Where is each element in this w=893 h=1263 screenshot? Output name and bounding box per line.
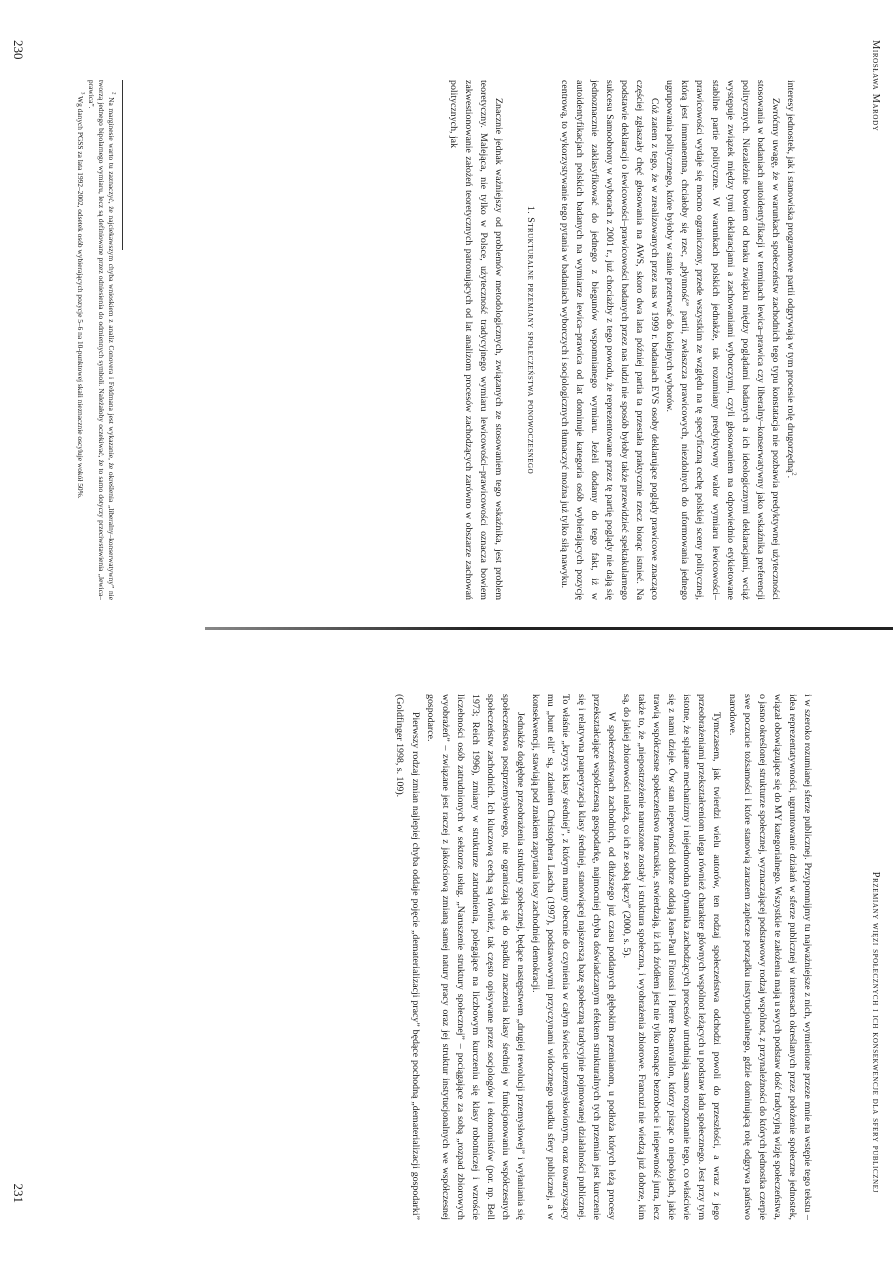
footnote [87,80,116,600]
paragraph: Jednakże dogłębne przeobrażenia struktury społecznej, będące następstwem „drugiej rewolucji przemysłowej” i wyłaniania się społeczeństwa postprzemysłowego, nie ograniczają się do spadku znaczenia klasy średniej w funkcjonowaniu współczesnych społeczeństw zachodnich. Ich kluczową cechą są również, tak często opisywane przez socjologów i ekonomistów (por. np. Bell 1973; Reich 1996), zmiany w strukturze zatrudnienia, polegające na liczbowym kurczeniu się klasy robotniczej i wzroście liczebności osób zatrudnionych w sektorze usług. „Naruszenie struktury społecznej” – pociągające za sobą „rozpad zbiorowych wyobrażeń” – związane jest raczej z jakościową zmianą samej natury pracy oraz jej struktur instytucjonalnych we współczesnej gospodarce. [424,694,527,1220]
paragraph: Pierwszy rodzaj zmian najlepiej chyba oddaje pojęcie „dematerializacji pracy” będące pochodną „dematerializacji gospodarki” (Goldfinger 1998, s. 109). [394,694,421,1220]
footnote-marker: 2 [790,472,798,476]
paragraph [557,80,663,600]
paragraph: i w szeroko rozumianej sferze publicznej. Przypomnijmy tu najważniejsze z nich, wymienione przeze mnie na wstępie tego tekstu – idea reprezentatywności, ugruntowanie działań w sferze publicznej w interesach określanych przez położenie społeczne jednostek, wiązał obowiązujące się do MY kategorialnego. Wszystkie te założenia mają u swych podstaw dość tradycyjną wizję społeczeństwa, o jasno określonej strukturze społecznej, wyznaczającej podstawowy rodzaj wspólnot, z przynależności do których jednostka czerpie swe poczucie tożsamości i które stanowią zarazem zaplecze porządku instytucjonalnego, gdzie dominującą rolę odgrywa państwo narodowe. [726,694,813,1220]
paragraph: W społeczeństwach zachodnich, od dłuższego już czasu poddanych głębokim przemianom, u podłoża których leżą procesy przekształcające współczesną gospodarkę, najmocniej chyba doświadczanym efektem strukturalnych tych przemian jest kurczenie się i relatywna pauperyzacja klasy średniej, stanowiącej najszerszą bazę społeczną tradycyjnie pojmowanej działalności publicznej. To właśnie „kryzys klasy średniej”, z którym mamy obecnie do czynienia w całym świecie uprzemysłowionym, oraz towarzyszący mu „bunt elit” są, zdaniem Christophera Lascha (1997), podstawowymi przyczynami widocznego upadku sfery publicznej, a w konsekwencji, stawiają pod znakiem zapytania losy zachodniej demokracji. [530,694,617,1220]
footnote-text: Wg danych PGSS za lata 1992–2002, odsetek osób wybierających pozycje 5–6 na 10-punktowej skali nieznacznie oscyluje wokół 50%. [75,96,85,499]
page-number: 230 [11,40,26,60]
footnote-number: 2 [110,92,116,95]
paragraph: Zwróćmy uwagę, że w warunkach społeczeństw zachodnich tego typu konstatacja nie pozbawia predyktywnej użyteczności stosowania w badaniach autoidentyfikacji w terminach lewica–prawica czy liberalny–konserwatywny jako wskaźnika preferencji politycznych. Niezależnie bowiem od braku związku między poglądami badanych a ich ideologicznymi deklaracjami, wciąż występuje związek między tymi deklaracjami a zachowaniami wyborczymi, czyli głosowaniem na odpowiednio etykietowane stabilne partie polityczne. W warunkach polskich jednakże, tak rozumiany predyktywny walor wymiaru lewicowości–prawicowości wydaje się mocno ograniczony, przede wszystkim ze względu na tę specyficzną cechę polskiej sceny politycznej, którą jest immanentna, chciałoby się rzec, „płynność” partii, zwłaszcza prawicowych, niezdolnych do uformowania jednego ugrupowania politycznego, które byłoby w stanie przetrwać do kolejnych wyborów. [664,80,781,600]
left-body-text [446,80,798,600]
running-head-author: Mirosława Marody [870,40,881,132]
footnote-rule [122,80,123,250]
section-heading: 1. Strukturalne przemiany społeczeństwa ponowoczesnego [525,205,537,475]
paragraph: interesy jednostek, jak i stanowiska programowe partii odgrywają w tym procesie rolę drugorzędną$^2$. [785,80,798,479]
paragraph: Tymczasem, jak twierdzi wielu autorów, ten rodzaj społeczeństwa odchodzi powoli do przeszłości, a wraz z jego przeobrażeniami przekształceniom ulega również charakter głównych wspólnot leżących u podstaw ładu społecznego. Jest przy tym istotne, że splątane mechanizmy i niejednorodna dynamika zachodzących procesów utrudniają samo rozpoznanie tego, co właściwie się z nami dzieje. Ów stan niepewności dobrze oddają Jean-Paul Fitoussi i Pierre Rosanvallon, którzy pisząc o niepokojach, jakie trawią współczesne społeczeństwo francuskie, stwierdzają, iż ich źródłem jest nie tylko rosnące bezrobocie i niepewność jutra, lecz także to, że „niepostrzeżenie naruszone zostały i struktura społeczna, i wyobrażenia zbiorowe. Francuzi nie wiedzą już dobrze, kim są, do jakiej zbiorowości należą, co ich ze sobą łączy” (2000, s. 5). [620,694,723,1220]
footnotes [73,80,123,600]
footnote [75,80,85,600]
paragraph-text: interesy jednostek, jak i stanowiska programowe partii odgrywają w tym procesie rolę drugorzędną [785,80,796,473]
paragraph: Znacznie jednak ważniejszy od problemów metodologicznych, związanych ze stosowaniem tego wskaźnika, jest problem teoretyczny. Malejąca, nie tylko w Polsce, użyteczność tradycyjnego wymiaru lewicowości–prawicowości oznacza bowiem zakwestionowanie założeń teoretycznych patronujących od lat analizom procesów zachodzących zarówno w obszarze zachowań politycznych, jak [448,80,505,600]
footnote-text: Na marginesie warto tu zaznaczyć, że najciekawszym chyba wnioskiem z analiz Conovera i Feldmana jest wykazanie, że określenia „liberalny–konserwatywny” nie tworzą jednego bipolarnego wymiaru, lecz są definiowane przez odniesienia do odmiennych symboli. Należałoby oczekiwać, że to samo dotyczy przeciwstawienia „lewica–prawica”. [87,80,116,600]
running-head-title: Przemiany więzi społecznych i ich konsekwencje dla sfery publicznej [870,871,881,1193]
footnote-number: 3 [79,92,85,95]
page-number: 231 [11,1183,26,1203]
left-page [0,0,893,631]
right-page [0,632,893,1263]
right-body-text [392,694,815,1220]
paragraph-text: Cóż zatem z tego, że w zrealizowanych przez nas w 1999 r. badaniach EVS osoby deklarujące poglądy prawicowe znacząco częściej zgłaszały chęć głosowania na AWS, skoro dwa lata później partia ta przestała praktycznie rzecz biorąc istnieć. Na podstawie deklaracji o lewicowości–prawicowości badanych przez nas ludzi nie sposób byłoby także przewidzieć spektakularnego sukcesu Samoobrony w wyborach z 2001 r., już chociażby z tego powodu, że reprezentowane przez tę partię poglądy nie dają się jednoznacznie zaklasyfikować do jednego z biegunów wspomnianego wymiaru. Jeżeli dodamy do tego fakt, iż w autoidentyfikacjach polskich badanych na wymiarze lewica–prawica od lat dominuje kategoria osób wybierających pozycję centrową, to wykorzystywanie tego pytania w badaniach wyborczych i socjologicznych tłumaczyć można już tylko siłą nawyku. [558,80,661,600]
